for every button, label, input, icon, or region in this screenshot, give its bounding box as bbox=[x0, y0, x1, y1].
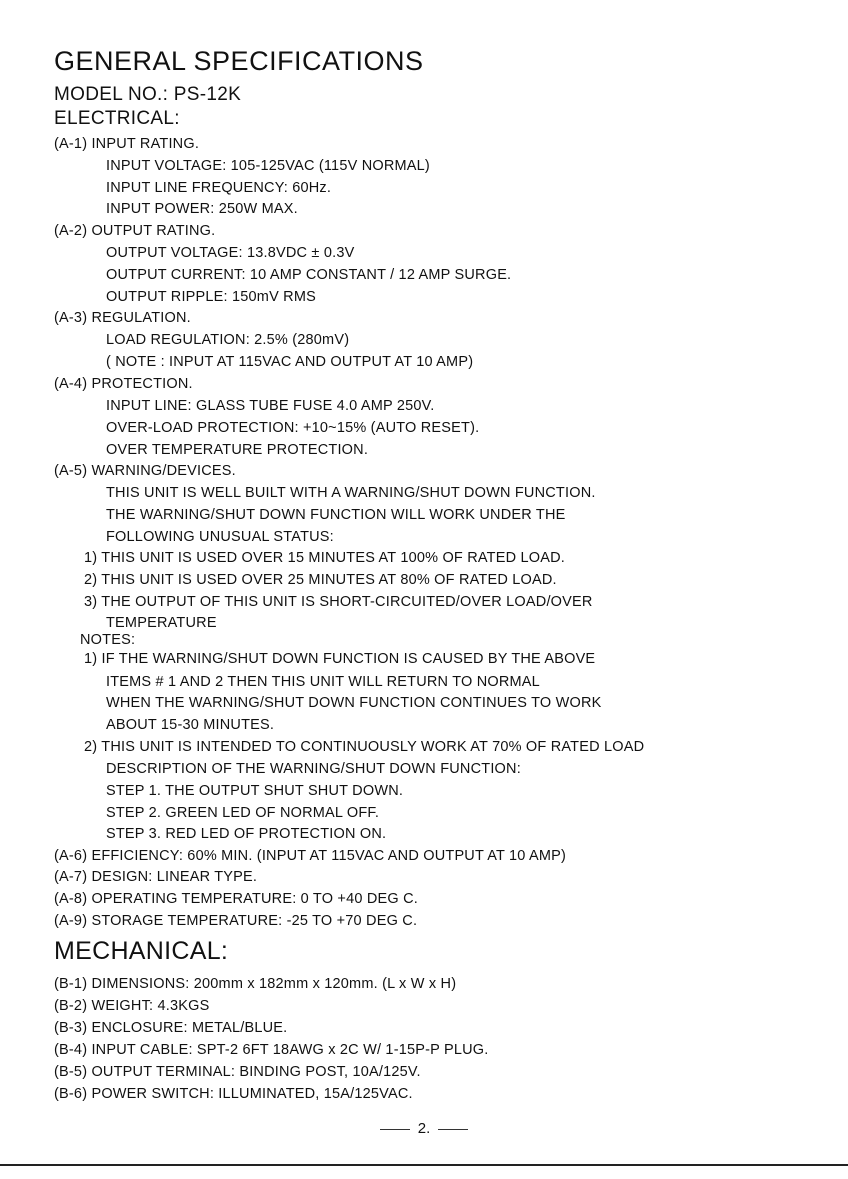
spec-line: THE WARNING/SHUT DOWN FUNCTION WILL WORK UNDER THE bbox=[106, 507, 566, 523]
electrical-heading: ELECTRICAL: bbox=[54, 108, 180, 129]
page-number-row bbox=[0, 1120, 848, 1137]
spec-line: INPUT VOLTAGE: 105-125VAC (115V NORMAL) bbox=[106, 158, 430, 174]
mechanical-heading: MECHANICAL: bbox=[54, 937, 229, 965]
page-number: 2. bbox=[417, 1120, 431, 1137]
spec-line: STEP 1. THE OUTPUT SHUT SHUT DOWN. bbox=[106, 783, 404, 799]
page-title: GENERAL SPECIFICATIONS bbox=[54, 46, 424, 76]
spec-line: INPUT POWER: 250W MAX. bbox=[106, 201, 298, 217]
spec-line: (A-3) REGULATION. bbox=[54, 310, 191, 326]
spec-line: TEMPERATURE bbox=[106, 615, 217, 631]
spec-line: ABOUT 15-30 MINUTES. bbox=[106, 717, 275, 733]
spec-line: INPUT LINE FREQUENCY: 60Hz. bbox=[106, 180, 332, 196]
spec-line: 2) THIS UNIT IS INTENDED TO CONTINUOUSLY WORK AT 70% OF RATED LOAD bbox=[84, 739, 645, 755]
spec-line: (B-3) ENCLOSURE: METAL/BLUE. bbox=[54, 1020, 288, 1036]
spec-line: (A-6) EFFICIENCY: 60% MIN. (INPUT AT 115VAC AND OUTPUT AT 10 AMP) bbox=[54, 848, 567, 864]
page-number-dash bbox=[380, 1129, 410, 1130]
spec-line: (B-5) OUTPUT TERMINAL: BINDING POST, 10A/125V. bbox=[54, 1064, 421, 1080]
spec-line: STEP 3. RED LED OF PROTECTION ON. bbox=[106, 826, 387, 842]
spec-line: NOTES: bbox=[80, 632, 136, 648]
spec-line: ( NOTE : INPUT AT 115VAC AND OUTPUT AT 10 AMP) bbox=[106, 354, 474, 370]
spec-line: OVER TEMPERATURE PROTECTION. bbox=[106, 442, 369, 458]
spec-line: ITEMS # 1 AND 2 THEN THIS UNIT WILL RETURN TO NORMAL bbox=[106, 674, 540, 690]
spec-line: (B-6) POWER SWITCH: ILLUMINATED, 15A/125VAC. bbox=[54, 1086, 413, 1102]
spec-line: (A-9) STORAGE TEMPERATURE: -25 TO +70 DEG C. bbox=[54, 913, 418, 929]
spec-line: (B-2) WEIGHT: 4.3KGS bbox=[54, 998, 210, 1014]
page-number-dash bbox=[438, 1129, 468, 1130]
spec-line: OUTPUT VOLTAGE: 13.8VDC ± 0.3V bbox=[106, 245, 355, 261]
spec-line: (A-5) WARNING/DEVICES. bbox=[54, 463, 236, 479]
spec-line: (A-4) PROTECTION. bbox=[54, 376, 193, 392]
spec-line: FOLLOWING UNUSUAL STATUS: bbox=[106, 529, 334, 545]
spec-line: OVER-LOAD PROTECTION: +10~15% (AUTO RESET). bbox=[106, 420, 480, 436]
spec-line: INPUT LINE: GLASS TUBE FUSE 4.0 AMP 250V. bbox=[106, 398, 435, 414]
spec-line: 2) THIS UNIT IS USED OVER 25 MINUTES AT 80% OF RATED LOAD. bbox=[84, 572, 557, 588]
bottom-rule bbox=[0, 1164, 848, 1166]
spec-line: (A-1) INPUT RATING. bbox=[54, 136, 200, 152]
spec-line: STEP 2. GREEN LED OF NORMAL OFF. bbox=[106, 805, 380, 821]
model-number: MODEL NO.: PS-12K bbox=[54, 84, 242, 105]
spec-line: (B-1) DIMENSIONS: 200mm x 182mm x 120mm. (L x W x H) bbox=[54, 976, 457, 992]
spec-line: DESCRIPTION OF THE WARNING/SHUT DOWN FUNCTION: bbox=[106, 761, 521, 777]
spec-line: 1) IF THE WARNING/SHUT DOWN FUNCTION IS CAUSED BY THE ABOVE bbox=[84, 651, 596, 667]
spec-line: 3) THE OUTPUT OF THIS UNIT IS SHORT-CIRCUITED/OVER LOAD/OVER bbox=[84, 594, 593, 610]
spec-line: THIS UNIT IS WELL BUILT WITH A WARNING/SHUT DOWN FUNCTION. bbox=[106, 485, 596, 501]
spec-line: OUTPUT CURRENT: 10 AMP CONSTANT / 12 AMP SURGE. bbox=[106, 267, 512, 283]
spec-line: LOAD REGULATION: 2.5% (280mV) bbox=[106, 332, 350, 348]
spec-line: OUTPUT RIPPLE: 150mV RMS bbox=[106, 289, 317, 305]
spec-line: 1) THIS UNIT IS USED OVER 15 MINUTES AT 100% OF RATED LOAD. bbox=[84, 550, 566, 566]
spec-line: (B-4) INPUT CABLE: SPT-2 6FT 18AWG x 2C W/ 1-15P-P PLUG. bbox=[54, 1042, 489, 1058]
spec-line: (A-7) DESIGN: LINEAR TYPE. bbox=[54, 869, 258, 885]
spec-line: (A-8) OPERATING TEMPERATURE: 0 TO +40 DEG C. bbox=[54, 891, 418, 907]
spec-line: (A-2) OUTPUT RATING. bbox=[54, 223, 216, 239]
spec-line: WHEN THE WARNING/SHUT DOWN FUNCTION CONTINUES TO WORK bbox=[106, 695, 602, 711]
